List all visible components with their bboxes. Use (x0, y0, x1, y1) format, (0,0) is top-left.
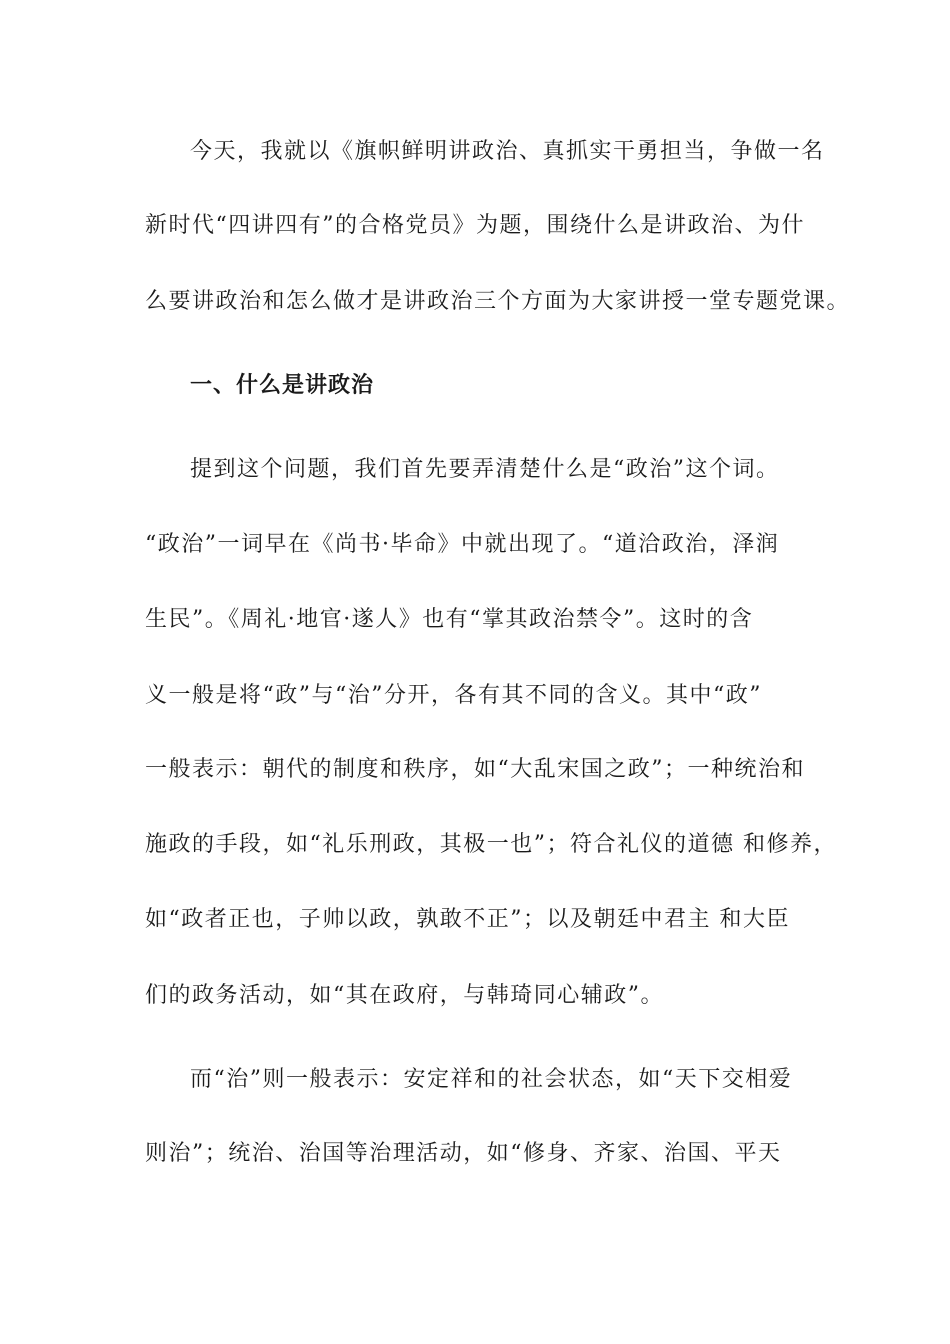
paragraph-2-line-5: 一般表示：朝代的制度和秩序，如“大乱宋国之政”；一种统治和 (145, 757, 805, 782)
paragraph-3-line-2: 则治”；统治、治国等治理活动，如“修身、齐家、治国、平天 (145, 1141, 782, 1166)
section-heading: 一、什么是讲政治 (190, 373, 375, 398)
paragraph-2-line-6: 施政的手段，如“礼乐刑政，其极一也”；符合礼仪的道德 和修养， (145, 832, 837, 857)
paragraph-2-line-4: 义一般是将“政”与“治”分开，各有其不同的含义。其中“政” (145, 683, 762, 708)
paragraph-2-line-8: 们的政务活动，如“其在政府，与韩琦同心辅政”。 (145, 983, 664, 1008)
paragraph-1-line-3: 么要讲政治和怎么做才是讲政治三个方面为大家讲授一堂专题党课。 (145, 289, 851, 314)
paragraph-2-line-1: 提到这个问题，我们首先要弄清楚什么是“政治”这个词。 (190, 457, 780, 482)
paragraph-2-line-3: 生民”。《周礼·地官·遂人》也有“掌其政治禁令”。这时的含 (145, 607, 754, 632)
paragraph-1-line-1: 今天，我就以《旗帜鲜明讲政治、真抓实干勇担当，争做一名 (190, 139, 825, 164)
paragraph-2-line-2: “政治”一词早在《尚书·毕命》中就出现了。“道洽政治，泽润 (145, 532, 780, 557)
paragraph-3-line-1: 而“治”则一般表示：安定祥和的社会状态，如“天下交相爱 (190, 1067, 793, 1092)
paragraph-1-line-2: 新时代“四讲四有”的合格党员》为题，围绕什么是讲政治、为什 (145, 213, 805, 238)
paragraph-2-line-7: 如“政者正也，子帅以政，孰敢不正”；以及朝廷中君主 和大臣 (145, 907, 790, 932)
